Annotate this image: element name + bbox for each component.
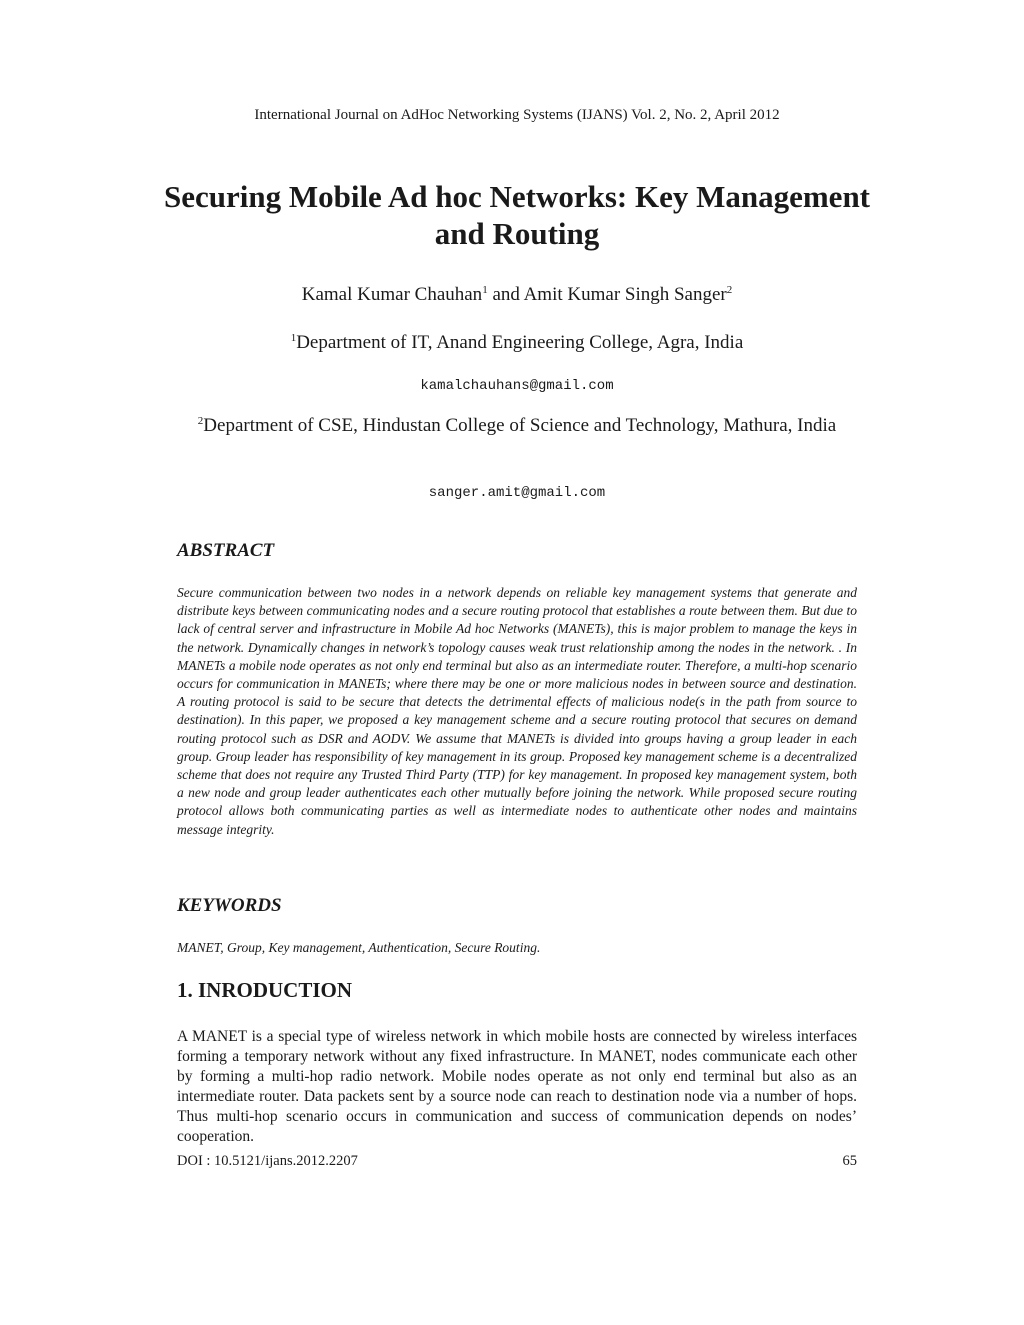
author-2-email: sanger.amit@gmail.com <box>428 485 606 501</box>
introduction-heading: 1. INRODUCTION <box>177 978 353 1002</box>
doi-link[interactable]: DOI : 10.5121/ijans.2012.2207 <box>177 1153 358 1169</box>
paper-title: Securing Mobile Ad hoc Networks: Key Management and Routing <box>163 179 871 251</box>
abstract-body: Secure communication between two nodes in a network depends on reliable key management systems that generate and distribute keys between communicating nodes and a secure routing protocol that establishes a route between them. But due to lack of central server and infrastructure in Mobile Ad hoc Networks (MANETs), this is major problem to manage the keys in the network. Dynamically changes in network’s topology causes weak trust relationship among the nodes in the network. . In MANETs a mobile node operates as not only end terminal but also as an intermediate router. Therefore, a multi-hop scenario occurs for communication in MANETs; where there may be one or more malicious nodes in between source and destination. A routing protocol is said to be secure that detects the detrimental effects of malicious node(s in the path from source to destination). In this paper, we proposed a key management scheme and a secure routing protocol that secures on demand routing protocol such as DSR and AODV. We assume that MANETs is divided into groups having a group leader in each group. Group leader has responsibility of key management in its group. Proposed key management scheme is a decentralized scheme that does not require any Trusted Third Party (TTP) for key management. In proposed key management system, both a new node and group leader authenticates each other mutually before joining the network. While proposed secure routing protocol allows both communicating parties as well as intermediate nodes to authenticate other nodes and maintains message integrity. <box>177 585 857 837</box>
keywords-heading: KEYWORDS <box>177 895 282 916</box>
introduction-body: A MANET is a special type of wireless network in which mobile hosts are connected by wireless interfaces forming a temporary network without any fixed infrastructure. In MANET, nodes communicate each other by forming a multi-hop radio network. Mobile nodes operate as not only end terminal but also as an intermediate router. Data packets sent by a source node can reach to destination node via a number of hops. Thus multi-hop scenario occurs in communication and success of communication depends on nodes’ cooperation. <box>177 1028 857 1145</box>
affiliation-2 <box>150 414 884 438</box>
abstract-heading: ABSTRACT <box>177 540 275 561</box>
author-1-affiliation-mark: 1 <box>482 284 488 296</box>
author-2-affiliation-mark: 2 <box>726 284 733 296</box>
author-2: Amit Kumar Singh Sanger <box>523 284 727 305</box>
affiliation-1-text: Department of IT, Anand Engineering College, Agra, India <box>296 332 744 353</box>
affiliation-1 <box>150 331 884 355</box>
author-1: Kamal Kumar Chauhan <box>301 284 483 305</box>
affiliation-1-mark: 1 <box>290 332 297 344</box>
author-line <box>0 283 1024 307</box>
page-number: 65 <box>842 1153 857 1169</box>
journal-running-header: International Journal on AdHoc Networking Systems (IJANS) Vol. 2, No. 2, April 2012 <box>254 107 780 123</box>
author-1-email: kamalchauhans@gmail.com <box>420 378 614 394</box>
affiliation-2-mark: 2 <box>197 415 204 427</box>
affiliation-2-text: Department of CSE, Hindustan College of Science and Technology, Mathura, India <box>203 415 837 436</box>
author-separator: and <box>487 284 524 305</box>
keywords-list: MANET, Group, Key management, Authentication, Secure Routing. <box>177 940 541 955</box>
